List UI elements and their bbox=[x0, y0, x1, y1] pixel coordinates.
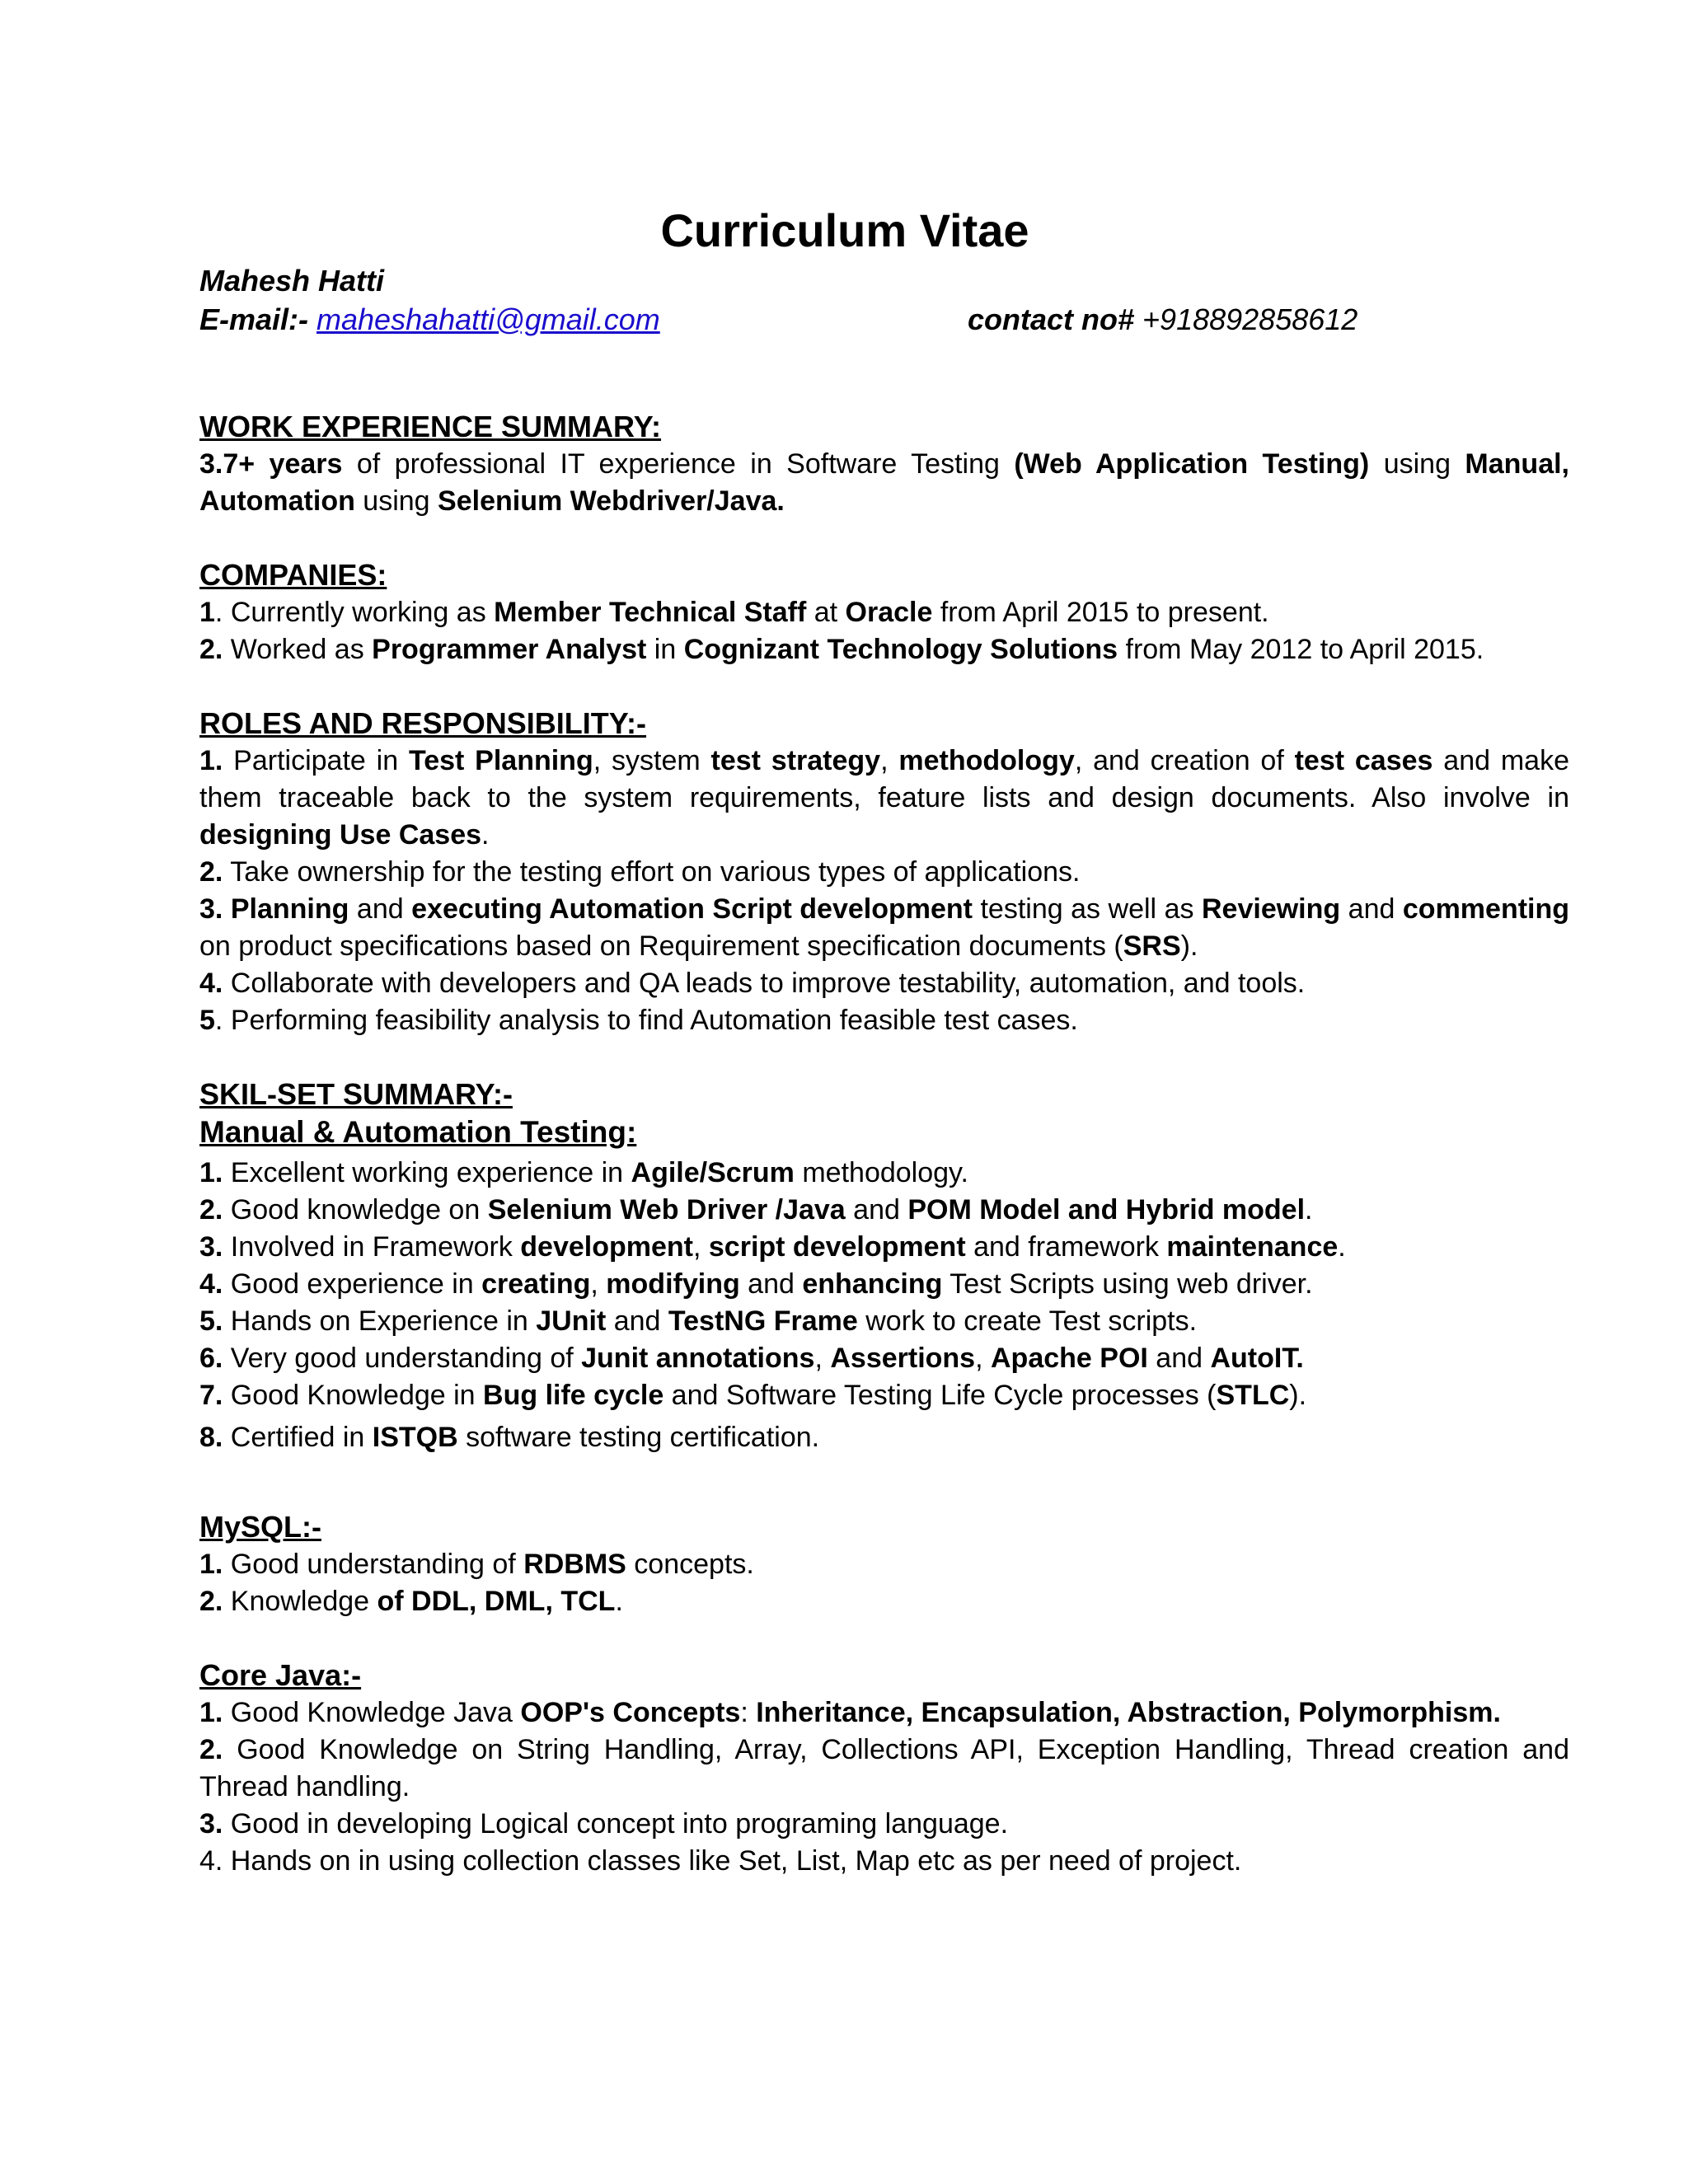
text bbox=[223, 893, 231, 925]
bold-text: Selenium Web Driver /Java bbox=[487, 1194, 846, 1226]
bold-text: AutoIT. bbox=[1210, 1343, 1304, 1374]
bold-text: designing Use Cases bbox=[199, 819, 482, 851]
email-label: E-mail:- bbox=[199, 302, 317, 336]
bold-text: Junit annotations bbox=[581, 1343, 815, 1374]
skill-item bbox=[199, 1340, 1569, 1377]
skills-heading: SKIL-SET SUMMARY:- bbox=[199, 1077, 513, 1111]
text: and bbox=[739, 1268, 803, 1300]
bold-text: of DDL, DML, TCL bbox=[377, 1586, 616, 1617]
text: Take ownership for the testing effort on various types of applications. bbox=[223, 856, 1081, 888]
mysql-section bbox=[199, 1508, 1569, 1620]
bold-text: Cognizant Technology Solutions bbox=[683, 634, 1118, 665]
text: work to create Test scripts. bbox=[857, 1305, 1198, 1337]
role-item bbox=[199, 891, 1569, 965]
text: . Currently working as bbox=[214, 597, 495, 628]
item-number: 3. bbox=[199, 1808, 223, 1840]
bold-text: ISTQB bbox=[372, 1422, 458, 1453]
java-item bbox=[199, 1843, 1569, 1880]
skills-section bbox=[199, 1076, 1569, 1456]
skill-item bbox=[199, 1377, 1569, 1414]
skill-item bbox=[199, 1266, 1569, 1303]
companies-heading: COMPANIES: bbox=[199, 558, 387, 592]
mysql-item bbox=[199, 1583, 1569, 1620]
text: , bbox=[880, 745, 899, 776]
text: on product specifications based on Requirement specification documents ( bbox=[199, 930, 1123, 962]
text: Excellent working experience in bbox=[223, 1157, 631, 1188]
text: , system bbox=[593, 745, 711, 776]
contact-line bbox=[199, 301, 1568, 342]
bold-text: Assertions bbox=[830, 1343, 976, 1374]
item-number: 3. bbox=[199, 1231, 223, 1263]
core-java-heading: Core Java:- bbox=[199, 1658, 362, 1692]
item-number: 8. bbox=[199, 1422, 223, 1453]
item-number: 6. bbox=[199, 1343, 223, 1374]
text: and bbox=[606, 1305, 668, 1337]
bold-text: Manual, Automation bbox=[199, 448, 1569, 517]
companies-section bbox=[199, 556, 1569, 668]
text: and make them traceable back to the system requirements, feature lists and design documents. Also involve in bbox=[199, 745, 1569, 813]
skill-item bbox=[199, 1155, 1569, 1192]
text: . bbox=[615, 1586, 623, 1617]
bold-text: TestNG Frame bbox=[668, 1305, 858, 1337]
item-number: 1. bbox=[199, 1549, 223, 1580]
text: . bbox=[1338, 1231, 1346, 1263]
text: , and creation of bbox=[1074, 745, 1295, 776]
text: Test Scripts using web driver. bbox=[942, 1268, 1313, 1300]
bold-text: STLC bbox=[1216, 1380, 1290, 1411]
text: . bbox=[481, 819, 490, 851]
text: Good in developing Logical concept into programing language. bbox=[223, 1808, 1009, 1840]
bold-text: (Web Application Testing) bbox=[1014, 448, 1370, 480]
item-number: 7. bbox=[199, 1380, 223, 1411]
java-item bbox=[199, 1694, 1569, 1732]
text: Good Knowledge Java bbox=[223, 1697, 521, 1728]
mysql-heading: MySQL:- bbox=[199, 1510, 321, 1544]
text: methodology. bbox=[794, 1157, 968, 1188]
role-item bbox=[199, 854, 1569, 891]
text: Participate in bbox=[223, 745, 409, 776]
text: and framework bbox=[965, 1231, 1167, 1263]
text: Good experience in bbox=[223, 1268, 482, 1300]
text: Collaborate with developers and QA leads to improve testability, automation, and tools. bbox=[223, 968, 1306, 999]
bold-text: OOP's Concepts bbox=[520, 1697, 741, 1728]
text: Hands on Experience in bbox=[223, 1305, 537, 1337]
item-number: 4. bbox=[199, 1268, 223, 1300]
phone-row bbox=[968, 301, 1357, 339]
text: Knowledge bbox=[223, 1586, 377, 1617]
role-item bbox=[199, 743, 1569, 854]
text: , bbox=[692, 1231, 709, 1263]
text: . bbox=[1305, 1194, 1313, 1226]
text: using bbox=[1369, 448, 1465, 480]
roles-heading: ROLES AND RESPONSIBILITY:- bbox=[199, 706, 647, 740]
text: and bbox=[845, 1194, 908, 1226]
bold-text: Test Planning bbox=[408, 745, 593, 776]
skill-item bbox=[199, 1419, 1569, 1456]
text: Very good understanding of bbox=[223, 1343, 582, 1374]
document-title: Curriculum Vitae bbox=[660, 204, 1029, 256]
bold-text: JUnit bbox=[536, 1305, 607, 1337]
bold-text: Bug life cycle bbox=[483, 1380, 664, 1411]
bold-text: script development bbox=[708, 1231, 966, 1263]
roles-section bbox=[199, 705, 1569, 1039]
text: Good Knowledge in bbox=[223, 1380, 484, 1411]
text: and bbox=[1147, 1343, 1211, 1374]
text: concepts. bbox=[626, 1549, 754, 1580]
bold-text: Selenium Webdriver/Java. bbox=[438, 485, 785, 517]
text: ). bbox=[1289, 1380, 1307, 1411]
text: ). bbox=[1180, 930, 1198, 962]
text: , bbox=[975, 1343, 991, 1374]
text: testing as well as bbox=[972, 893, 1202, 925]
bold-text: Oracle bbox=[845, 597, 933, 628]
bold-text: test strategy bbox=[710, 745, 881, 776]
work-experience-summary bbox=[199, 446, 1569, 520]
item-number: 2. bbox=[199, 1194, 223, 1226]
bold-text: SRS bbox=[1123, 930, 1181, 962]
text: : bbox=[740, 1697, 757, 1728]
company-item bbox=[199, 631, 1569, 668]
work-experience-heading: WORK EXPERIENCE SUMMARY: bbox=[199, 410, 662, 443]
item-number: 2. bbox=[199, 1734, 223, 1765]
item-number: 2. bbox=[199, 634, 223, 665]
item-number: 3. bbox=[199, 893, 223, 925]
bold-text: Programmer Analyst bbox=[372, 634, 647, 665]
text: 4. Hands on in using collection classes like Set, List, Map etc as per need of project. bbox=[199, 1845, 1242, 1877]
item-number: 1. bbox=[199, 745, 223, 776]
bold-text: development bbox=[520, 1231, 693, 1263]
java-item bbox=[199, 1806, 1569, 1843]
bold-text: modifying bbox=[606, 1268, 740, 1300]
bold-text: Apache POI bbox=[991, 1343, 1148, 1374]
item-number: 1 bbox=[199, 597, 215, 628]
bold-text: Member Technical Staff bbox=[494, 597, 807, 628]
phone-label: contact no# bbox=[968, 302, 1135, 336]
manual-automation-subheading: Manual & Automation Testing: bbox=[199, 1115, 637, 1149]
bold-text: creating bbox=[481, 1268, 591, 1300]
text: Worked as bbox=[223, 634, 373, 665]
skill-item bbox=[199, 1192, 1569, 1229]
text: in bbox=[646, 634, 684, 665]
text: and bbox=[349, 893, 412, 925]
text: software testing certification. bbox=[457, 1422, 820, 1453]
item-number: 2. bbox=[199, 1586, 223, 1617]
bold-text: methodology bbox=[898, 745, 1075, 776]
bold-text: Reviewing bbox=[1202, 893, 1341, 925]
text: Good knowledge on bbox=[223, 1194, 488, 1226]
role-item bbox=[199, 965, 1569, 1002]
bold-text: 3.7+ years bbox=[199, 448, 343, 480]
company-item bbox=[199, 594, 1569, 631]
item-number: 5 bbox=[199, 1005, 215, 1036]
item-number: 5. bbox=[199, 1305, 223, 1337]
java-item bbox=[199, 1732, 1569, 1806]
bold-text: commenting bbox=[1402, 893, 1570, 925]
bold-text: test cases bbox=[1294, 745, 1433, 776]
item-number: 2. bbox=[199, 856, 223, 888]
item-number: 4. bbox=[199, 968, 223, 999]
text: from May 2012 to April 2015. bbox=[1118, 634, 1484, 665]
text: . Performing feasibility analysis to find Automation feasible test cases. bbox=[214, 1005, 1078, 1036]
text: and Software Testing Life Cycle processes ( bbox=[663, 1380, 1217, 1411]
text: Certified in bbox=[223, 1422, 373, 1453]
text: at bbox=[806, 597, 846, 628]
text: of professional IT experience in Software Testing bbox=[342, 448, 1015, 480]
phone-number: +918892858612 bbox=[1134, 302, 1358, 336]
text: and bbox=[1340, 893, 1403, 925]
bold-text: Agile/Scrum bbox=[631, 1157, 795, 1188]
text: using bbox=[354, 485, 438, 517]
email-row bbox=[199, 301, 660, 339]
bold-text: maintenance bbox=[1166, 1231, 1339, 1263]
email-link[interactable]: maheshahatti@gmail.com bbox=[316, 302, 660, 336]
text: , bbox=[814, 1343, 831, 1374]
text: from April 2015 to present. bbox=[932, 597, 1269, 628]
bold-text: enhancing bbox=[802, 1268, 943, 1300]
bold-text: Planning bbox=[230, 893, 349, 925]
skill-item bbox=[199, 1303, 1569, 1340]
bold-text: RDBMS bbox=[523, 1549, 626, 1580]
skill-item bbox=[199, 1229, 1569, 1266]
role-item bbox=[199, 1002, 1569, 1039]
bold-text: executing Automation Script development bbox=[411, 893, 973, 925]
mysql-item bbox=[199, 1546, 1569, 1583]
work-experience-section bbox=[199, 408, 1569, 520]
item-number: 1. bbox=[199, 1157, 223, 1188]
text: Good understanding of bbox=[223, 1549, 524, 1580]
text: Good Knowledge on String Handling, Array, Collections API, Exception Handling, Thread creation and Thread handling. bbox=[199, 1734, 1569, 1802]
bold-text: Inheritance, Encapsulation, Abstraction, Polymorphism. bbox=[756, 1697, 1501, 1728]
item-number: 1. bbox=[199, 1697, 223, 1728]
text: , bbox=[590, 1268, 607, 1300]
bold-text: POM Model and Hybrid model bbox=[907, 1194, 1306, 1226]
candidate-name: Mahesh Hatti bbox=[199, 264, 385, 298]
core-java-section bbox=[199, 1657, 1569, 1880]
text: Involved in Framework bbox=[223, 1231, 521, 1263]
